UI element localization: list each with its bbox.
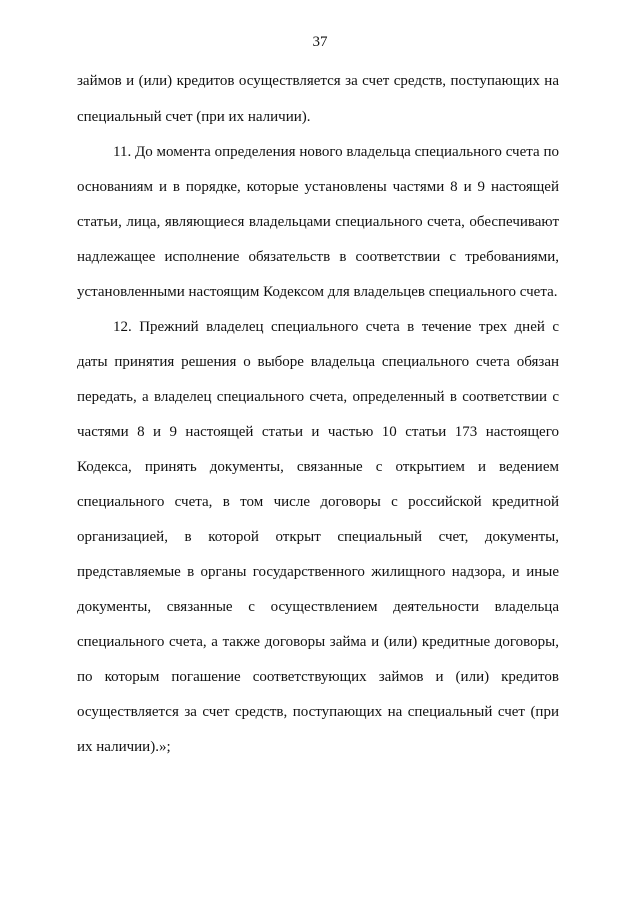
text-line: 11. До момента определения нового владельца специального счета по xyxy=(113,144,559,160)
text-line: даты принятия решения о выборе владельца специального счета обязан xyxy=(77,354,559,370)
page-number: 37 xyxy=(312,34,328,50)
text-line: организацией, в которой открыт специальный счет, документы, xyxy=(77,529,559,545)
text-line: передать, а владелец специального счета, определенный в соответствии с xyxy=(77,389,559,405)
text-line: основаниям и в порядке, которые установлены частями 8 и 9 настоящей xyxy=(77,179,559,195)
text-line: специального счета, а также договоры займа и (или) кредитные договоры, xyxy=(77,634,559,650)
text-line: надлежащее исполнение обязательств в соответствии с требованиями, xyxy=(77,249,559,265)
text-line: установленными настоящим Кодексом для владельцев специального счета. xyxy=(77,284,558,300)
text-line: займов и (или) кредитов осуществляется за счет средств, поступающих на xyxy=(77,73,559,89)
text-line: специального счета, в том числе договоры с российской кредитной xyxy=(77,494,559,510)
text-line: их наличии).»; xyxy=(77,739,171,755)
text-line: статьи, лица, являющиеся владельцами специального счета, обеспечивают xyxy=(77,214,559,230)
text-line: представляемые в органы государственного жилищного надзора, и иные xyxy=(77,564,559,580)
text-line: Кодекса, принять документы, связанные с открытием и ведением xyxy=(77,459,559,475)
text-line: частями 8 и 9 настоящей статьи и частью 10 статьи 173 настоящего xyxy=(77,424,559,440)
text-line: по которым погашение соответствующих займов и (или) кредитов xyxy=(77,669,559,685)
text-line: осуществляется за счет средств, поступающих на специальный счет (при xyxy=(77,704,559,720)
text-line: документы, связанные с осуществлением деятельности владельца xyxy=(77,599,559,615)
text-line: 12. Прежний владелец специального счета в течение трех дней с xyxy=(113,319,559,335)
text-line: специальный счет (при их наличии). xyxy=(77,109,311,125)
